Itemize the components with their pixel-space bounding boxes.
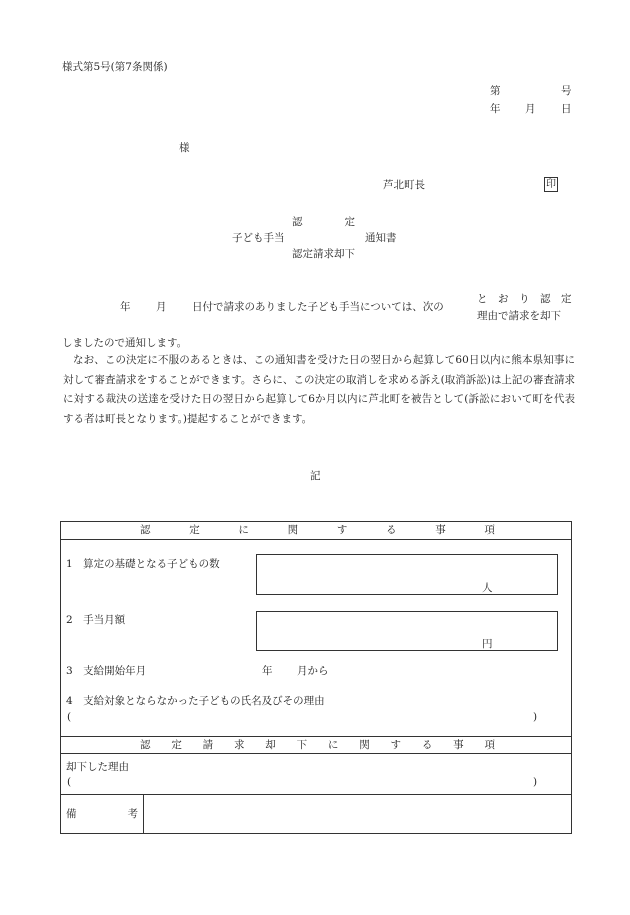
remarks-char: 備 [66,808,77,820]
issuer-name: 芦北町長 [383,179,425,191]
doc-number-suffix: 号 [561,85,572,97]
divider [60,539,572,540]
date-day: 日 [561,103,572,115]
item2-label: 2 手当月額 [66,614,126,626]
item3-month: 月から [297,665,329,677]
title-line2-prefix: 子ども手当 [232,232,285,244]
paren-open: ( [67,711,72,723]
header-char: す [390,739,401,751]
divider [60,736,572,737]
child-count-field[interactable] [256,554,558,595]
option-reject: 理由で請求を却下 [477,310,561,322]
header-char: 定 [171,739,182,751]
header-char: 関 [359,739,370,751]
title-line3: 認定請求却下 [292,248,355,260]
divider [60,753,572,754]
item3-year: 年 [262,665,273,677]
header-char: 下 [296,739,308,751]
ki-heading: 記 [310,470,321,482]
header-char: 認 [140,524,151,536]
approval-section-header [140,523,495,537]
header-char: 求 [233,739,245,751]
date-month: 月 [525,103,536,115]
body-month: 月 [156,301,167,313]
recipient-honorific: 様 [179,142,190,154]
body-line1-text: 日付で請求のありました子ども手当については、次の [192,301,444,313]
monthly-amount-field[interactable] [256,611,558,651]
rejection-section-header [140,738,495,752]
header-char: す [336,524,348,536]
item1-unit: 人 [482,582,493,594]
item3-label: 3 支給開始年月 [66,665,147,677]
paren-open: ( [67,776,72,788]
header-char: 事 [435,524,446,536]
date-year: 年 [490,103,501,115]
header-char: る [386,524,397,536]
remarks-label [66,807,138,821]
header-char: 項 [484,524,495,536]
header-char: る [421,739,433,751]
item1-label: 1 算定の基礎となる子どもの数 [66,558,220,570]
doc-number-prefix: 第 [490,85,501,97]
header-char: 却 [265,739,276,751]
remarks-field[interactable] [144,795,571,833]
paren-close: ) [533,711,538,723]
paren-close: ) [533,776,538,788]
remarks-char: 考 [127,808,138,820]
header-char: 請 [202,739,214,751]
form-label: 様式第5号(第7条関係) [62,61,168,73]
header-char: 定 [189,524,200,536]
seal-mark: 印 [546,179,556,190]
header-char: に [238,524,249,536]
rejection-reason-label: 却下した理由 [66,761,129,773]
header-char: 項 [484,739,495,751]
header-char: 認 [140,739,151,751]
body-year: 年 [120,301,131,313]
header-char: 事 [453,739,464,751]
title-line1: 認 定 [292,216,355,228]
header-char: 関 [287,524,299,536]
body-paragraph: なお、この決定に不服のあるときは、この通知書を受けた日の翌日から起算して60日以内に熊本県知事に対して審査請求をすることができます。さらに、この決定の取消しを求める訴え(取消訴訟)は上記の審査請求に対する裁決の送達を受けた日の翌日から起算して6か月以内に芦北町を被告として(訴訟において町を代表する者は町長となります。)提起することができます。 [63,354,575,425]
title-line2-suffix: 通知書 [365,232,397,244]
body-line2: しましたので通知します。 [62,337,188,349]
header-char: に [327,739,339,751]
option-approve: と お り 認 定 [477,293,572,305]
item4-label: 4 支給対象とならなかった子どもの氏名及びその理由 [66,695,325,707]
item2-unit: 円 [482,638,493,650]
